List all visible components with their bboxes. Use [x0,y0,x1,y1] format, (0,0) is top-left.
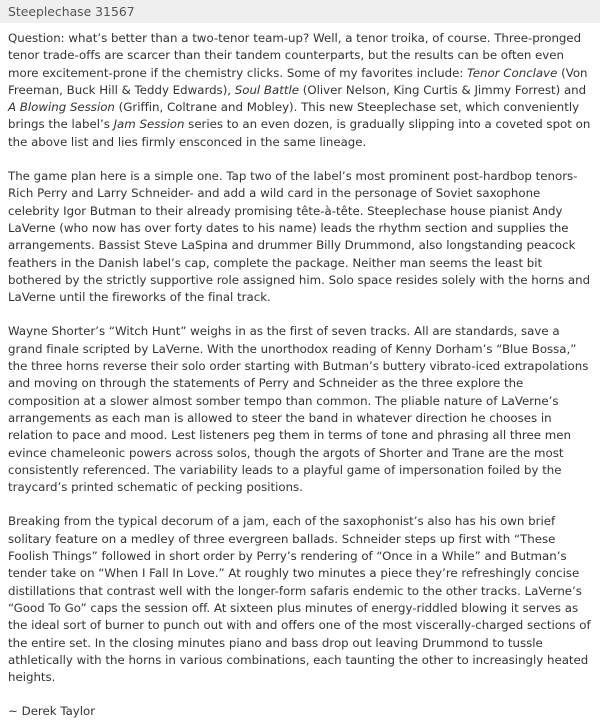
review-paragraph [8,513,592,686]
text-segment: (Oliver Nelson, King Curtis & Jimmy Forrest) and [298,82,587,97]
album-title: Soul Battle [234,82,299,97]
catalog-header [0,0,600,23]
album-title: Jam Session [113,117,185,132]
album-title: Tenor Conclave [467,65,558,80]
text-segment: series to an even dozen, is gradually slipping into a coveted spot on the above list and lies firmly ensconced in the same lineage. [8,117,591,149]
text-segment: The game plan here is a simple one. Tap two of the label’s most prominent post-hardbop tenors- Rich Perry and Larry Schneider- and add a wild card in the personage of Soviet saxophone celebrity Igor Butman to their already promising tête-à-tête. Steeplechase house pianist Andy LaVerne (who now has over forty dates to his name) leads the rhythm section and supplies the arrangements. Bassist Steve LaSpina and drummer Billy Drummond, also longstanding peacock feathers in the Danish label’s cap, complete the package. Neither man seems the least bit bothered by the strictly supportive role assigned him. Solo space resides solely with the horns and LaVerne until the fireworks of the final track. [8,169,591,305]
text-segment: (Griffin, Coltrane and Mobley). This new Steeplechase set, which conveniently brings the label’s [8,100,580,132]
review-paragraph [8,323,592,496]
author-signature: ~ Derek Taylor [8,704,96,719]
text-segment: Question: what’s better than a two-tenor team-up? Well, a tenor troika, of course. Three-pronged tenor trade-offs are scarcer than their tandem counterparts, but the results can be often even more excitement-prone if the chemistry clicks. Some of my favorites include: [8,31,582,80]
text-segment: (Von Freeman, Buck Hill & Teddy Edwards), [8,65,588,97]
review-paragraph [8,30,592,151]
review-body [0,23,600,721]
catalog-title: Steeplechase 31567 [8,4,135,19]
text-segment: Wayne Shorter’s “Witch Hunt” weighs in as the first of seven tracks. All are standards, save a grand finale scripted by LaVerne. With the unorthodox reading of Kenny Dorham’s “Blue Bossa,” the three horns reverse their solo order starting with Butman’s buttery vibrato-iced extrapolations and moving on through the statements of Perry and Schneider as the three explore the composition at a slower almost somber tempo than common. The pliable nature of LaVerne’s arrangements as each man is allowed to steer the band in whatever direction he chooses in relation to pace and mood. Lest listeners peg them in terms of tone and phrasing all three men evince chameleonic powers across solos, though the argots of Shorter and Trane are the most consistently referenced. The variability leads to a playful game of impersonation foiled by the traycard’s printed schematic of pecking positions. [8,324,589,495]
album-title: A Blowing Session [8,100,115,115]
review-paragraph [8,168,592,306]
text-segment: Breaking from the typical decorum of a jam, each of the saxophonist’s also has his own brief solitary feature on a medley of three evergreen ballads. Schneider steps up first with “These Foolish Things” followed in short order by Perry’s rendering of “Once in a While” and Butman’s tender take on “When I Fall In Love.” At roughly two minutes a piece they’re refreshingly concise distillations that contrast well with the longer-form safaris endemic to the other tracks. LaVerne’s “Good To Go” caps the session off. At sixteen plus minutes of energy-riddled blowing it serves as the ideal sort of burner to punch out with and offers one of the most viscerally-charged sections of the entire set. In the closing minutes piano and bass drop out leaving Drummond to tussle athletically with the horns in various combinations, each taunting the other to increasingly heated heights. [8,514,591,685]
